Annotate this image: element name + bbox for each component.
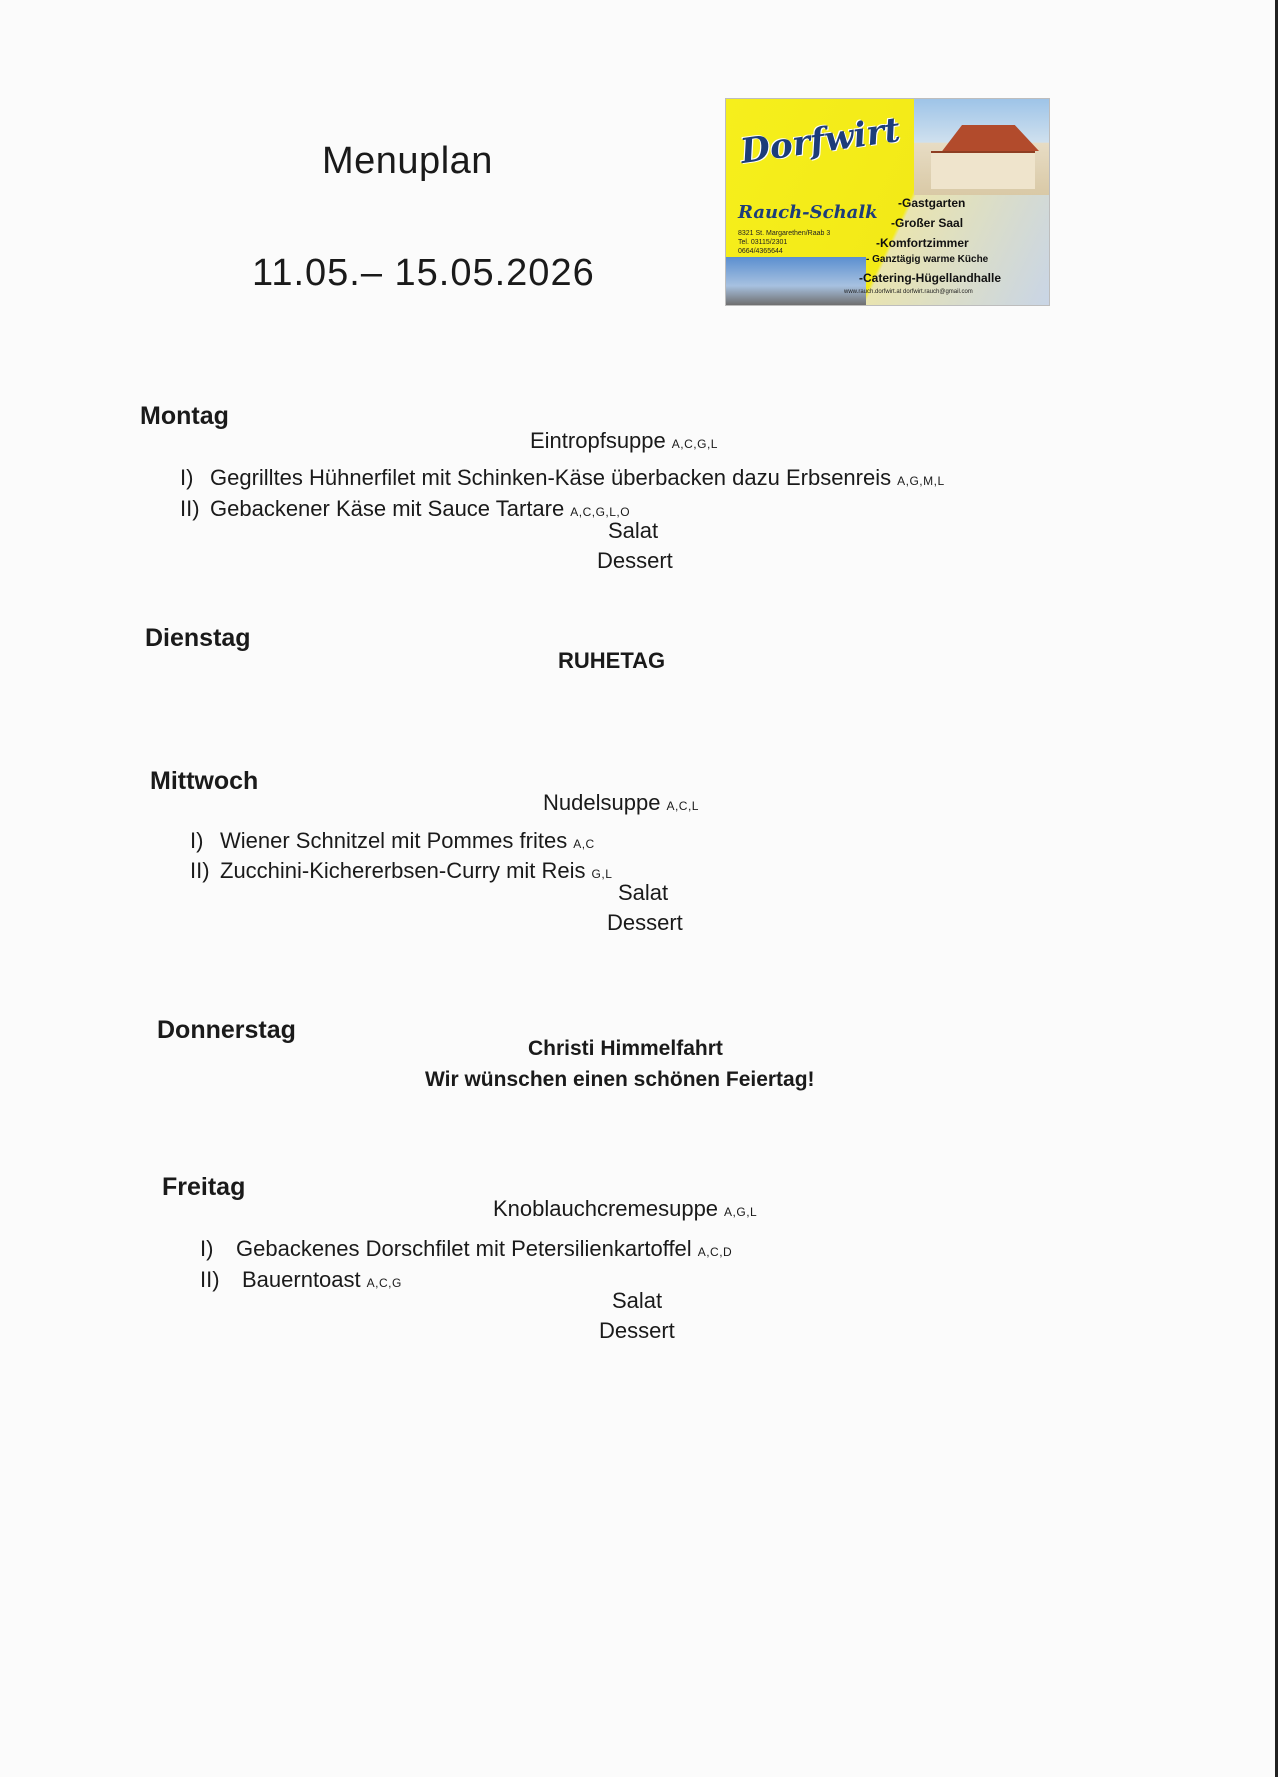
day-heading: Donnerstag [157, 1016, 296, 1044]
dessert: Dessert [607, 910, 683, 935]
day-heading: Mittwoch [150, 767, 259, 795]
holiday-note: Christi Himmelfahrt [528, 1037, 723, 1060]
building-photo [914, 99, 1049, 195]
logo-feature: -Gastgarten [898, 196, 966, 210]
menu-item: II) Zucchini-Kichererbsen-Curry mit Reis G,L [190, 858, 613, 883]
page-title: Menuplan [322, 140, 493, 182]
restaurant-logo [725, 98, 1050, 306]
salad: Salat [612, 1288, 663, 1313]
menu-item: I) Wiener Schnitzel mit Pommes frites A,C [190, 828, 595, 853]
logo-address: 8321 St. Margarethen/Raab 3 Tel. 03115/2301 0664/4365644 [738, 230, 831, 255]
closed-note: RUHETAG [558, 648, 666, 673]
menu-item: I) Gegrilltes Hühnerfilet mit Schinken-Käse überbacken dazu Erbsenreis A,G,M,L [180, 465, 945, 490]
soup: Knoblauchcremesuppe A,G,L [493, 1196, 758, 1221]
logo-feature: -Komfortzimmer [876, 236, 969, 250]
logo-brand: Dorfwirt [737, 110, 903, 172]
dessert: Dessert [599, 1318, 675, 1343]
logo-subtitle: Rauch-Schalk [738, 202, 878, 223]
day-heading: Freitag [162, 1173, 246, 1201]
soup: Eintropfsuppe A,C,G,L [530, 428, 718, 453]
menu-item: II) Gebackener Käse mit Sauce Tartare A,C,G,L,O [180, 496, 631, 521]
logo-feature: - Ganztägig warme Küche [866, 254, 989, 265]
logo-feature: -Catering-Hügellandhalle [859, 271, 1002, 285]
soup: Nudelsuppe A,C,L [543, 790, 699, 815]
salad: Salat [608, 518, 659, 543]
logo-photo-strip [726, 257, 866, 305]
salad: Salat [618, 880, 669, 905]
menu-item: II) Bauerntoast A,C,G [200, 1267, 402, 1292]
day-heading: Montag [140, 402, 229, 430]
logo-web: www.rauch.dorfwirt.at dorfwirt.rauch@gmail.com [844, 289, 973, 295]
holiday-wish: Wir wünschen einen schönen Feiertag! [425, 1068, 815, 1091]
day-heading: Dienstag [145, 624, 251, 652]
dessert: Dessert [597, 548, 673, 573]
logo-feature: -Großer Saal [891, 216, 964, 230]
menu-item: I) Gebackenes Dorschfilet mit Petersilienkartoffel A,C,D [200, 1236, 733, 1261]
date-range: 11.05.– 15.05.2026 [252, 252, 595, 294]
